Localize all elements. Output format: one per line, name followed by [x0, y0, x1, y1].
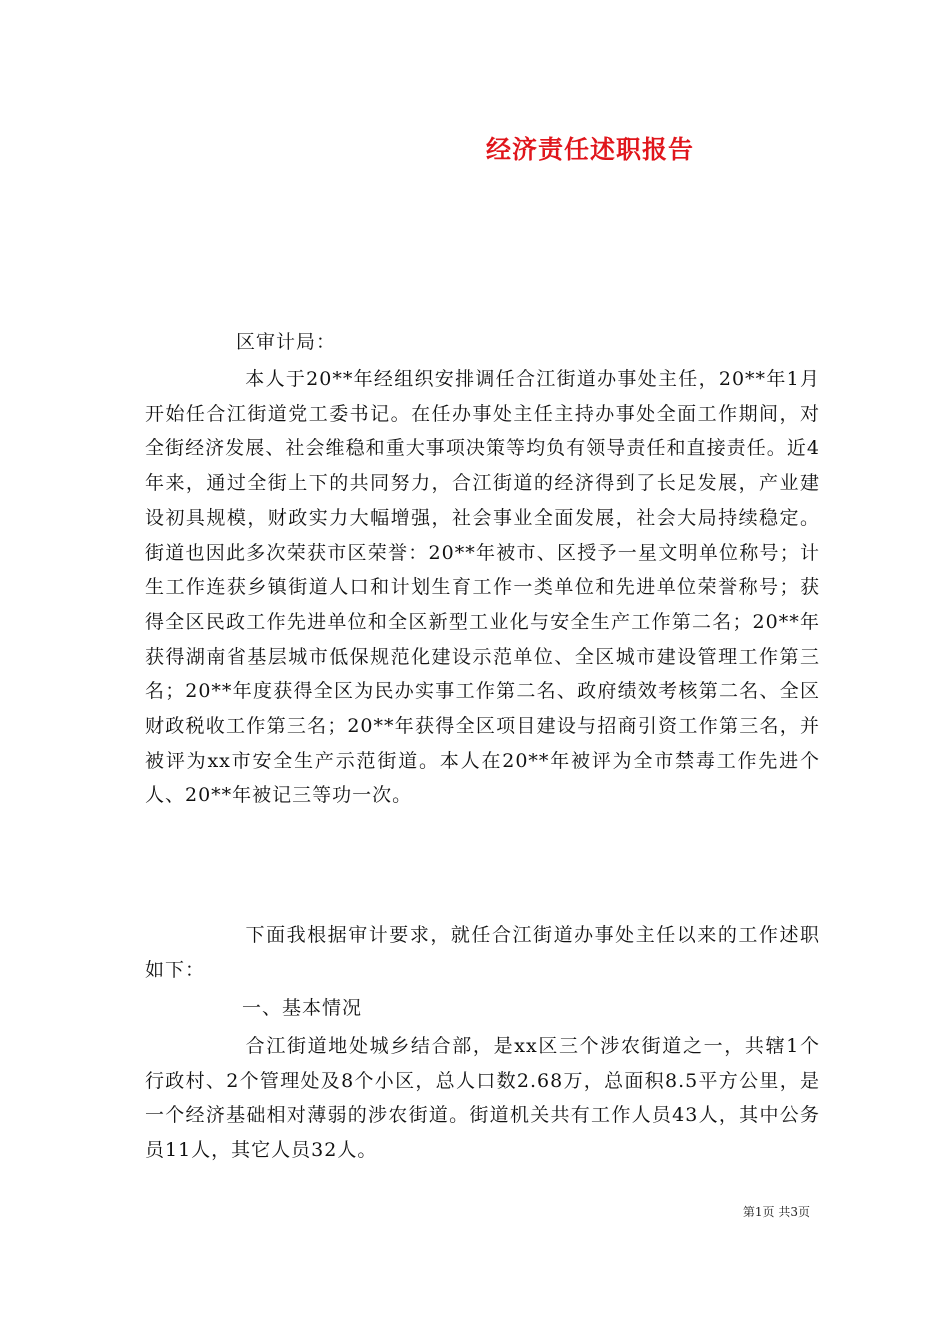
paragraph-intro — [145, 362, 820, 813]
paragraph-basic-info — [145, 1029, 820, 1168]
paragraph-transition — [145, 918, 820, 987]
page-number: 第1页 共3页 — [742, 1205, 810, 1219]
section-heading: 一、基本情况 — [242, 997, 363, 1019]
document-title: 经济责任述职报告 — [485, 135, 694, 164]
salutation: 区审计局： — [236, 331, 337, 353]
paragraph-transition-text: 下面我根据审计要求，就任合江街道办事处主任以来的工作述职如下： — [145, 924, 820, 981]
paragraph-intro-text: 本人于20**年经组织安排调任合江街道办事处主任，20**年1月开始任合江街道党工委书记。在任办事处主任主持办事处全面工作期间，对全街经济发展、社会维稳和重大事项决策等均负有领导责任和直接责任。近4年来，通过全街上下的共同努力，合江街道的经济得到了长足发展，产业建设初具规模，财政实力大幅增强，社会事业全面发展，社会大局持续稳定。街道也因此多次荣获市区荣誉：20**年被市、区授予一星文明单位称号；计生工作连获乡镇街道人口和计划生育工作一类单位和先进单位荣誉称号；获得全区民政工作先进单位和全区新型工业化与安全生产工作第二名；20**年获得湖南省基层城市低保规范化建设示范单位、全区城市建设管理工作第三名；20**年度获得全区为民办实事工作第二名、政府绩效考核第二名、全区财政税收工作第三名；20**年获得全区项目建设与招商引资工作第三名，并被评为xx市安全生产示范街道。本人在20**年被评为全市禁毒工作先进个人、20**年被记三等功一次。 — [145, 368, 820, 807]
paragraph-basic-info-text: 合江街道地处城乡结合部，是xx区三个涉农街道之一，共辖1个行政村、2个管理处及8个小区，总人口数2.68万，总面积8.5平方公里，是一个经济基础相对薄弱的涉农街道。街道机关共有工作人员43人，其中公务员11人，其它人员32人。 — [145, 1035, 820, 1162]
